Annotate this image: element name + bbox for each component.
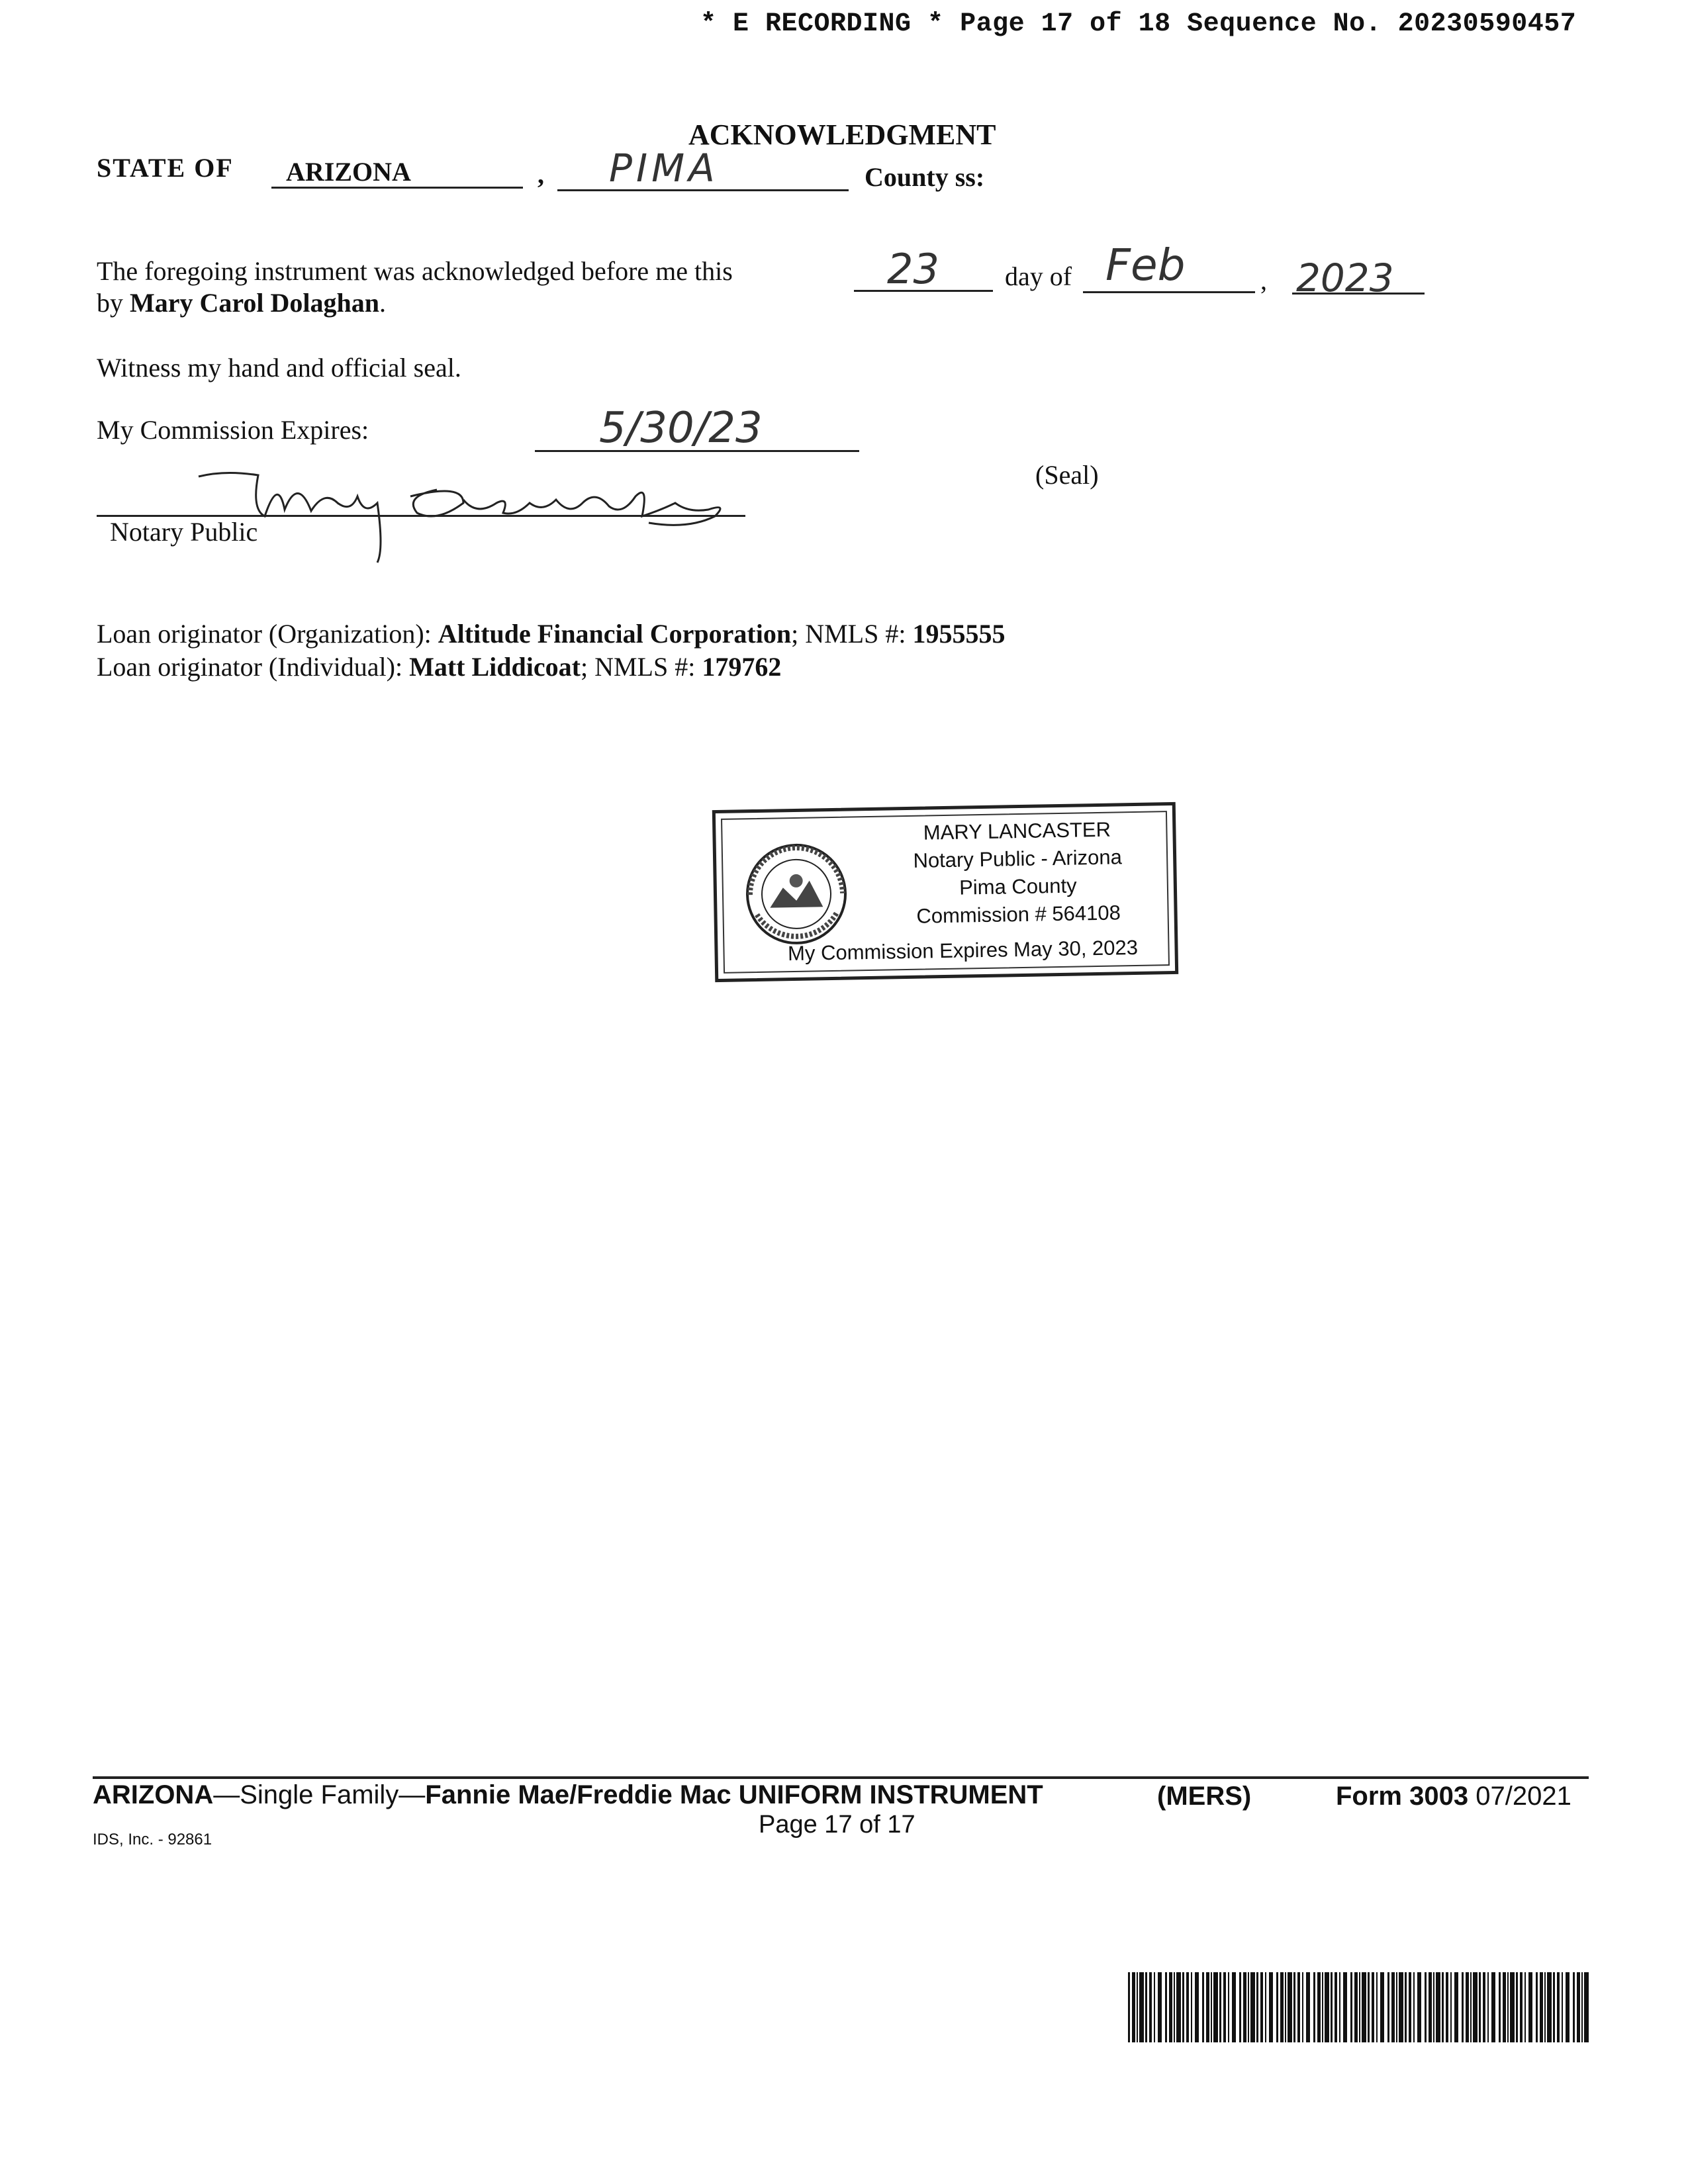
barcode-bar <box>1288 1972 1292 2042</box>
stamp-expires: My Commission Expires May 30, 2023 <box>787 935 1139 966</box>
barcode-bar <box>1573 1972 1575 2042</box>
org-prefix: Loan originator (Organization): <box>97 619 432 649</box>
barcode-bar <box>1260 1972 1263 2042</box>
barcode-bar <box>1487 1972 1489 2042</box>
arizona-seal-icon <box>743 841 851 948</box>
footer-desc-1: —Single Family— <box>213 1780 426 1809</box>
barcode-bar <box>1343 1972 1347 2042</box>
page-title: ACKNOWLEDGMENT <box>688 118 996 151</box>
barcode-bar <box>1317 1972 1321 2042</box>
barcode-bar <box>1387 1972 1389 2042</box>
barcode-bar <box>1256 1972 1258 2042</box>
barcode-bar <box>1243 1972 1246 2042</box>
barcode-bar <box>1566 1972 1570 2042</box>
state-value: ARIZONA <box>286 157 411 187</box>
barcode-bar <box>1335 1972 1337 2042</box>
barcode-bar <box>1176 1972 1181 2042</box>
state-label: STATE OF <box>97 153 234 183</box>
barcode-bar <box>1372 1972 1374 2042</box>
barcode-bar <box>1450 1972 1452 2042</box>
seal-label: (Seal) <box>1035 460 1099 490</box>
barcode-bar <box>1557 1972 1560 2042</box>
barcode-bar <box>1149 1972 1152 2042</box>
notary-public-label: Notary Public <box>110 517 258 547</box>
commission-label: My Commission Expires: <box>97 415 369 445</box>
barcode-bar <box>1219 1972 1221 2042</box>
barcode-bar <box>1145 1972 1147 2042</box>
footer-form-line <box>93 1780 1043 1810</box>
barcode-bar <box>1536 1972 1538 2042</box>
barcode-bar <box>1562 1972 1563 2042</box>
barcode-bar <box>1454 1972 1458 2042</box>
barcode-bar <box>1339 1972 1340 2042</box>
footer-page: Page 17 of 17 <box>759 1811 915 1839</box>
barcode-bar <box>1191 1972 1192 2042</box>
barcode-bar <box>1433 1972 1434 2042</box>
footer-desc-2: Fannie Mae/Freddie Mac UNIFORM INSTRUMENT <box>425 1780 1043 1809</box>
barcode-bar <box>1362 1972 1366 2042</box>
barcode-bar <box>1520 1972 1523 2042</box>
org-name: Altitude Financial Corporation <box>438 619 792 649</box>
barcode-bar <box>1473 1972 1477 2042</box>
barcode-bar <box>1399 1972 1403 2042</box>
barcode-bar <box>1211 1972 1212 2042</box>
barcode-bar <box>1446 1972 1448 2042</box>
barcode-bar <box>1165 1972 1167 2042</box>
barcode-bar <box>1350 1972 1352 2042</box>
barcode-bar <box>1436 1972 1440 2042</box>
barcode-bar <box>1158 1972 1162 2042</box>
barcode-bar <box>1483 1972 1485 2042</box>
foregoing-text: The foregoing instrument was acknowledged before me this <box>97 256 733 286</box>
barcode-bar <box>1391 1972 1395 2042</box>
barcode-bar <box>1466 1972 1469 2042</box>
barcode-bar <box>1232 1972 1236 2042</box>
barcode-bar <box>1581 1972 1583 2042</box>
notary-signature <box>185 450 755 569</box>
barcode-bar <box>1499 1972 1501 2042</box>
loan-originator-org <box>97 618 1005 649</box>
barcode-bar <box>1265 1972 1266 2042</box>
stamp-text <box>868 815 1168 931</box>
barcode-bar <box>1139 1972 1144 2042</box>
barcode-bar <box>1405 1972 1407 2042</box>
commission-handwritten: 5/30/23 <box>599 404 763 453</box>
barcode-bar <box>1280 1972 1284 2042</box>
barcode-bar <box>1584 1972 1589 2042</box>
barcode-bar <box>1516 1972 1518 2042</box>
barcode-bar <box>1137 1972 1138 2042</box>
loan-originator-individual <box>97 651 781 682</box>
barcode-bar <box>1182 1972 1184 2042</box>
stamp-commission: Commission # 564108 <box>916 901 1121 928</box>
signer-line <box>97 287 386 318</box>
stamp-notary-name: MARY LANCASTER <box>923 817 1111 844</box>
barcode-bar <box>1202 1972 1204 2042</box>
county-handwritten: PIMA <box>609 146 719 191</box>
barcode-bar <box>1409 1972 1411 2042</box>
day-of-label: day of <box>1005 261 1072 291</box>
barcode-bar <box>1479 1972 1481 2042</box>
footer-rule <box>93 1776 1589 1779</box>
day-handwritten: 23 <box>887 245 939 293</box>
barcode-bar <box>1540 1972 1543 2042</box>
footer-state: ARIZONA <box>93 1780 214 1809</box>
barcode <box>1127 1972 1590 2042</box>
barcode-bar <box>1269 1972 1273 2042</box>
barcode-bar <box>1322 1972 1323 2042</box>
barcode-bar <box>1293 1972 1295 2042</box>
barcode-bar <box>1510 1972 1515 2042</box>
barcode-bar <box>1503 1972 1506 2042</box>
ind-name: Matt Liddicoat <box>409 652 581 682</box>
org-nmls-label: ; NMLS #: <box>791 619 906 649</box>
barcode-bar <box>1154 1972 1155 2042</box>
period: . <box>379 288 387 318</box>
barcode-bar <box>1331 1972 1333 2042</box>
barcode-bar <box>1186 1972 1189 2042</box>
barcode-bar <box>1544 1972 1546 2042</box>
barcode-bar <box>1462 1972 1464 2042</box>
barcode-bar <box>1297 1972 1300 2042</box>
barcode-bar <box>1169 1972 1172 2042</box>
county-label: County ss: <box>865 162 985 192</box>
barcode-bar <box>1376 1972 1378 2042</box>
barcode-bar <box>1302 1972 1303 2042</box>
by-prefix: by <box>97 288 123 318</box>
barcode-bar <box>1213 1972 1218 2042</box>
barcode-bar <box>1491 1972 1495 2042</box>
barcode-bar <box>1429 1972 1432 2042</box>
barcode-bar <box>1380 1972 1384 2042</box>
barcode-bar <box>1239 1972 1241 2042</box>
barcode-bar <box>1223 1972 1226 2042</box>
recording-banner: * E RECORDING * Page 17 of 18 Sequence No. 20230590457 <box>700 9 1577 39</box>
barcode-bar <box>1250 1972 1255 2042</box>
ind-nmls-label: ; NMLS #: <box>580 652 696 682</box>
footer-mers: (MERS) <box>1157 1782 1252 1811</box>
barcode-bar <box>1417 1972 1421 2042</box>
barcode-bar <box>1413 1972 1415 2042</box>
barcode-bar <box>1276 1972 1278 2042</box>
footer-ids: IDS, Inc. - 92861 <box>93 1831 212 1848</box>
barcode-bar <box>1132 1972 1135 2042</box>
barcode-bar <box>1128 1972 1130 2042</box>
barcode-bar <box>1306 1972 1310 2042</box>
signer-name: Mary Carol Dolaghan <box>130 288 380 318</box>
org-nmls: 1955555 <box>912 619 1006 649</box>
barcode-bar <box>1206 1972 1209 2042</box>
witness-text: Witness my hand and official seal. <box>97 353 461 383</box>
barcode-bar <box>1528 1972 1532 2042</box>
barcode-bar <box>1248 1972 1249 2042</box>
barcode-bar <box>1368 1972 1370 2042</box>
year-handwritten: 2023 <box>1296 255 1394 300</box>
barcode-bar <box>1313 1972 1315 2042</box>
barcode-bar <box>1425 1972 1427 2042</box>
barcode-bar <box>1325 1972 1329 2042</box>
barcode-bar <box>1228 1972 1229 2042</box>
notary-stamp <box>712 802 1178 982</box>
comma-separator-2: , <box>1260 265 1267 295</box>
form-date: 07/2021 <box>1476 1782 1571 1811</box>
ind-prefix: Loan originator (Individual): <box>97 652 403 682</box>
barcode-bar <box>1553 1972 1555 2042</box>
barcode-bar <box>1174 1972 1175 2042</box>
stamp-county: Pima County <box>959 874 1077 899</box>
barcode-bar <box>1507 1972 1509 2042</box>
form-number: Form 3003 <box>1336 1782 1469 1811</box>
barcode-bar <box>1442 1972 1444 2042</box>
barcode-bar <box>1285 1972 1286 2042</box>
barcode-bar <box>1470 1972 1472 2042</box>
month-handwritten: Feb <box>1105 240 1186 291</box>
barcode-bar <box>1396 1972 1397 2042</box>
stamp-notary-title: Notary Public - Arizona <box>913 845 1123 872</box>
barcode-bar <box>1195 1972 1199 2042</box>
barcode-bar <box>1354 1972 1358 2042</box>
barcode-bar <box>1359 1972 1360 2042</box>
footer-form-number <box>1336 1782 1571 1811</box>
barcode-bar <box>1577 1972 1580 2042</box>
month-underline <box>1083 291 1255 293</box>
barcode-bar <box>1524 1972 1526 2042</box>
comma-separator: , <box>538 159 544 189</box>
ind-nmls: 179762 <box>702 652 782 682</box>
barcode-bar <box>1547 1972 1552 2042</box>
